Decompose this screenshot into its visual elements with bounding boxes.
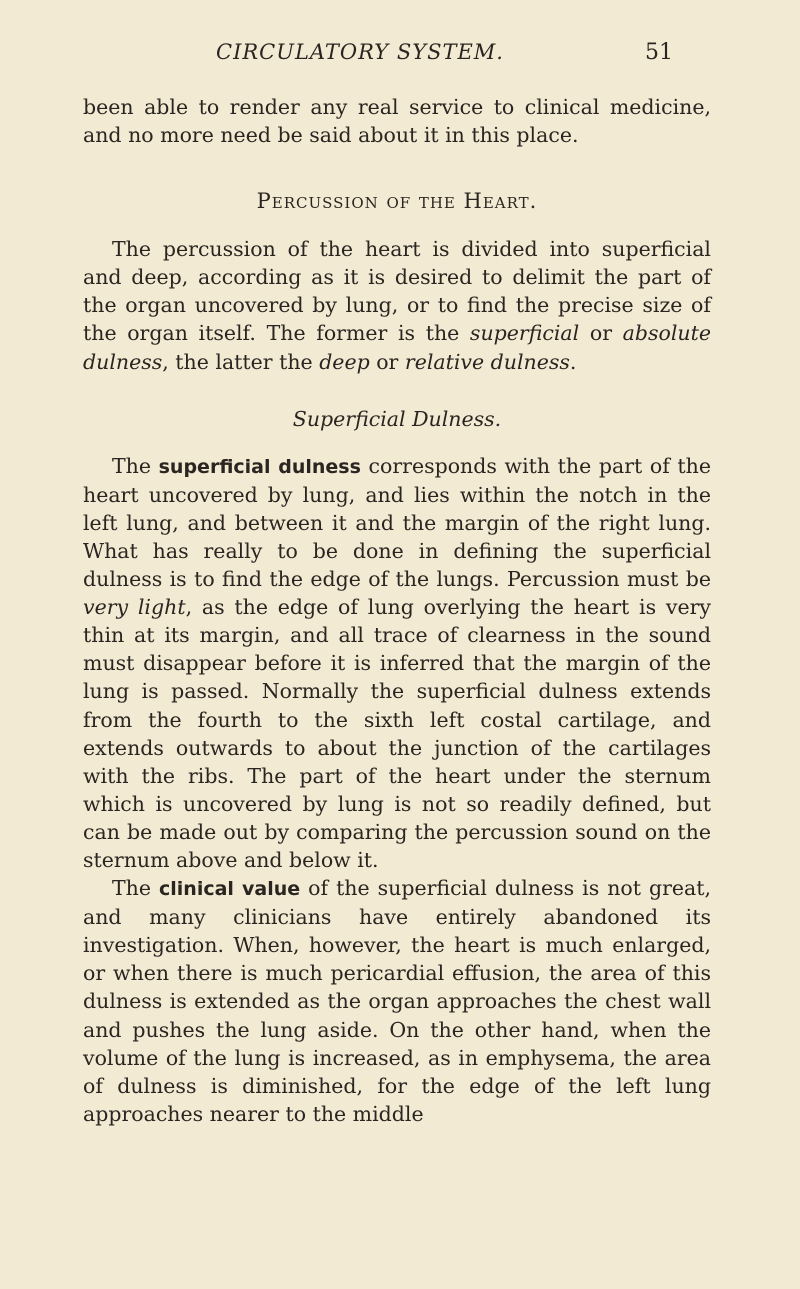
paragraph-percussion-intro (83, 235, 711, 375)
text-run: or (579, 321, 623, 346)
text-run: The (112, 453, 159, 478)
term-superficial-dulness: superficial dulness (158, 455, 361, 478)
text-run: or (369, 349, 405, 374)
paragraph-superficial-dulness (83, 452, 711, 874)
term-superficial: superficial (469, 321, 580, 346)
body-text (83, 93, 711, 1128)
text-run: , as the edge of lung overlying the heart is very thin at its margin, and all trace of clearness in the sound must disappear before it is inferred that the margin of the lung is passed. Normally the superficial dulness extends from the fourth to the sixth left costal cartilage, and extends outwards to about the junction of the cartilages with the ribs. The part of the heart under the sternum which is uncovered by lung is not so readily defined, but can be made out by comparing the percussion sound on the sternum above and below it. (83, 595, 711, 872)
text-run: . (569, 349, 577, 374)
text-run: corresponds with the part of the heart uncovered by lung, and lies within the notch in the left lung, and between it and the margin of the right lung. What has really to be done in defining the superficial dulness is to find the edge of the lungs. Percussion must be (83, 453, 711, 592)
page-number: 51 (645, 40, 673, 65)
term-very-light: very light (83, 595, 186, 620)
text-run: , the latter the (162, 349, 320, 374)
text-run: The (112, 876, 159, 901)
text-run: of the superficial dulness is not great, and many clinicians have entirely abandoned its investigation. When, however, the heart is much enlarged, or when there is much pericardial effusion, the area of this dulness is extended as the organ approaches the chest wall and pushes the lung aside. On the other hand, when the volume of the lung is increased, as in emphysema, the area of dulness is diminished, for the edge of the left lung approaches nearer to the middle (83, 876, 712, 1126)
term-absolute-dulness: absolute dulness (83, 321, 711, 374)
running-head (0, 32, 800, 66)
term-deep: deep (319, 349, 370, 374)
term-clinical-value: clinical value (159, 878, 301, 901)
section-heading: Percussion of the Heart. (256, 189, 538, 214)
subsection-heading: Superficial Dulness. (292, 406, 502, 431)
term-relative-dulness: relative dulness (404, 349, 570, 374)
paragraph-continuation: been able to render any real service to clinical medicine, and no more need be said about it in this place. (83, 95, 711, 148)
running-title: CIRCULATORY SYSTEM. (216, 40, 504, 64)
paragraph-clinical-value (83, 874, 711, 1128)
text-run: The percussion of the heart is divided into superficial and deep, according as it is desired to delimit the part of the organ uncovered by lung, or to find the precise size of the organ itself. The former is the (83, 237, 711, 346)
